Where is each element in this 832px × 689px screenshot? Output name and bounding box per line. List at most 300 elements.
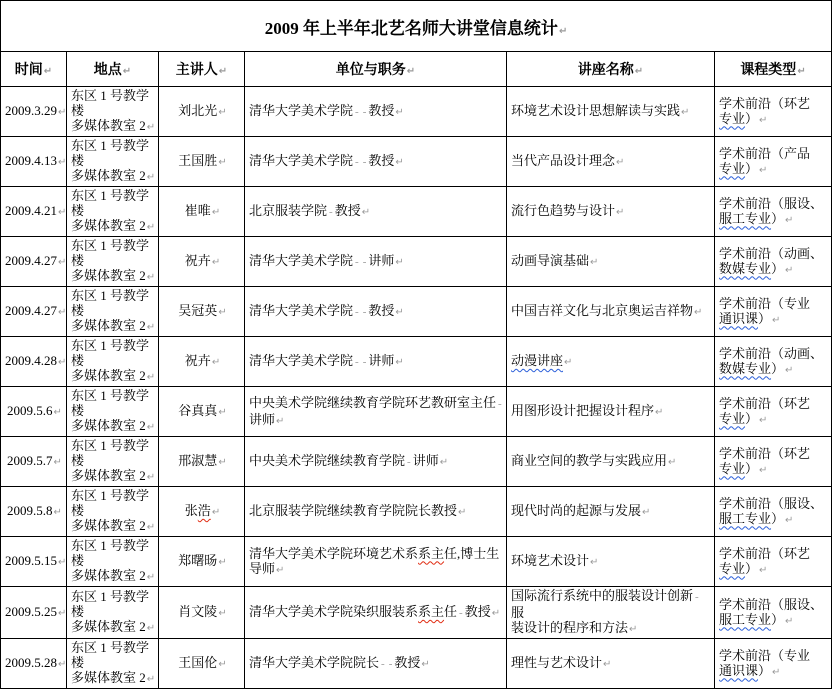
cell-place bbox=[67, 237, 159, 287]
text-run: 用图形设计把握设计程序 bbox=[511, 403, 655, 418]
text-run: ） bbox=[745, 110, 759, 126]
text-run: 2009 年上半年北艺名师大讲堂信息统计 bbox=[264, 18, 558, 38]
text-run: ） bbox=[771, 260, 785, 276]
return-mark-icon: ↵ bbox=[590, 257, 599, 268]
text-run: 邢淑慧 bbox=[178, 453, 218, 468]
return-mark-icon: ↵ bbox=[218, 457, 227, 468]
text-run: 学术前沿（产品 bbox=[719, 145, 811, 161]
return-mark-icon: ↵ bbox=[53, 407, 62, 418]
misspelling-run: 通识课 bbox=[719, 662, 759, 678]
text-run: 祝卉 bbox=[184, 353, 211, 368]
text-run: 学术前沿（环艺 bbox=[719, 395, 811, 411]
table-row bbox=[1, 587, 832, 639]
text-run: 东区 1 号教学楼 bbox=[71, 538, 150, 568]
text-run: 东区 1 号教学楼 bbox=[71, 88, 150, 118]
misspelling-run: 专业 bbox=[719, 160, 746, 176]
return-mark-icon: ↵ bbox=[616, 207, 625, 218]
return-mark-icon: ↵ bbox=[406, 66, 416, 77]
cell-unit bbox=[245, 487, 507, 537]
return-mark-icon: ↵ bbox=[53, 457, 62, 468]
column-header-place bbox=[67, 52, 159, 87]
cell-speaker bbox=[159, 287, 245, 337]
return-mark-icon: ↵ bbox=[218, 608, 227, 619]
return-mark-icon: ↵ bbox=[439, 457, 449, 468]
cell-speaker bbox=[159, 487, 245, 537]
table-row bbox=[1, 87, 832, 137]
text-run: 学术前沿（环艺 bbox=[719, 445, 811, 461]
return-mark-icon: ↵ bbox=[616, 157, 625, 168]
return-mark-icon: ↵ bbox=[629, 624, 638, 635]
text-run: 讲座名称 bbox=[577, 63, 634, 78]
cell-time bbox=[1, 537, 67, 587]
table-row bbox=[1, 639, 832, 689]
cell-lecture bbox=[507, 487, 715, 537]
text-run: 学术前沿（专业 bbox=[719, 647, 811, 663]
cell-lecture bbox=[507, 639, 715, 689]
cell-course bbox=[715, 587, 832, 639]
return-mark-icon: ↵ bbox=[655, 407, 664, 418]
return-mark-icon: ↵ bbox=[759, 414, 768, 426]
space-mark-icon: - bbox=[362, 106, 367, 118]
return-mark-icon: ↵ bbox=[276, 564, 285, 576]
return-mark-icon: ↵ bbox=[785, 264, 794, 276]
text-run: 多媒体教室 2 bbox=[71, 368, 146, 383]
text-run: 当代产品设计理念 bbox=[511, 153, 616, 168]
text-run: 清华大学美术学院 bbox=[249, 103, 354, 118]
text-run: 讲师 bbox=[368, 353, 395, 368]
misspelling-run: 数媒专业 bbox=[719, 260, 772, 276]
text-run: 东区 1 号教学楼 bbox=[71, 338, 150, 368]
misspelling-run: 服工专业 bbox=[719, 510, 772, 526]
return-mark-icon: ↵ bbox=[211, 357, 221, 368]
return-mark-icon: ↵ bbox=[785, 615, 794, 627]
space-mark-icon: - bbox=[362, 256, 367, 268]
text-run: 教授 bbox=[368, 303, 395, 318]
text-run: 中央美术学院继续教育学院环艺教研室主任 bbox=[249, 394, 497, 410]
return-mark-icon: ↵ bbox=[694, 307, 703, 318]
return-mark-icon: ↵ bbox=[361, 207, 371, 218]
text-run: 东区 1 号教学楼 bbox=[71, 438, 150, 468]
return-mark-icon: ↵ bbox=[785, 364, 794, 376]
text-run: 多媒体教室 2 bbox=[71, 168, 146, 183]
text-run: 讲师 bbox=[368, 253, 395, 268]
text-run: 流行色趋势与设计 bbox=[511, 203, 616, 218]
text-run: 多媒体教室 2 bbox=[71, 568, 146, 583]
text-run: 东区 1 号教学楼 bbox=[71, 488, 150, 518]
text-run: 东区 1 号教学楼 bbox=[71, 640, 150, 670]
text-run: 教授 bbox=[334, 203, 361, 218]
misspelling-run: 数媒专业 bbox=[719, 360, 772, 376]
text-run: 教授 bbox=[368, 103, 395, 118]
return-mark-icon: ↵ bbox=[146, 623, 156, 634]
cell-course bbox=[715, 87, 832, 137]
cell-unit bbox=[245, 187, 507, 237]
return-mark-icon: ↵ bbox=[797, 66, 806, 77]
return-mark-icon: ↵ bbox=[785, 514, 794, 526]
text-run: 多媒体教室 2 bbox=[71, 518, 146, 533]
table-row bbox=[1, 387, 832, 437]
return-mark-icon: ↵ bbox=[772, 314, 781, 326]
text-run: 东区 1 号教学楼 bbox=[71, 238, 150, 268]
space-mark-icon: - bbox=[355, 256, 359, 268]
cell-speaker bbox=[159, 437, 245, 487]
title-row bbox=[1, 1, 832, 52]
text-run: 清华大学美术学院 bbox=[249, 303, 354, 318]
text-run: 2009.5.8 bbox=[7, 503, 53, 518]
cell-speaker bbox=[159, 337, 245, 387]
space-mark-icon: - bbox=[388, 658, 393, 670]
text-run: 任,博士生 bbox=[444, 545, 500, 561]
text-run: 北京服装学院继续教育学院院长教授 bbox=[249, 503, 458, 518]
cell-time bbox=[1, 187, 67, 237]
cell-place bbox=[67, 287, 159, 337]
text-run: ） bbox=[745, 160, 759, 176]
cell-time bbox=[1, 337, 67, 387]
text-run: ） bbox=[771, 210, 785, 226]
cell-course bbox=[715, 487, 832, 537]
text-run: ） bbox=[745, 560, 759, 576]
return-mark-icon: ↵ bbox=[146, 122, 156, 133]
misspelling-run: 服工专业 bbox=[719, 210, 772, 226]
return-mark-icon: ↵ bbox=[146, 422, 156, 433]
text-run: 2009.4.27 bbox=[5, 303, 57, 318]
return-mark-icon: ↵ bbox=[58, 157, 67, 168]
misspelling-run: 系主 bbox=[418, 545, 445, 561]
cell-time bbox=[1, 387, 67, 437]
text-run: 国际流行系统中的服装设计创新 bbox=[511, 588, 694, 603]
cell-place bbox=[67, 437, 159, 487]
space-mark-icon: - bbox=[459, 607, 463, 619]
text-run: 2009.5.6 bbox=[7, 403, 53, 418]
misspelling-run: 专业 bbox=[719, 410, 746, 426]
text-run: 主讲人 bbox=[175, 63, 218, 78]
cell-course bbox=[715, 337, 832, 387]
text-run: 吴冠英 bbox=[178, 303, 218, 318]
return-mark-icon: ↵ bbox=[395, 107, 404, 118]
cell-unit bbox=[245, 87, 507, 137]
text-run: 多媒体教室 2 bbox=[71, 619, 146, 634]
text-run: 2009.5.7 bbox=[7, 453, 53, 468]
return-mark-icon: ↵ bbox=[668, 457, 677, 468]
text-run: 东区 1 号教学楼 bbox=[71, 138, 150, 168]
cell-time bbox=[1, 87, 67, 137]
text-run: 多媒体教室 2 bbox=[71, 418, 146, 433]
cell-speaker bbox=[159, 187, 245, 237]
table-row bbox=[1, 537, 832, 587]
text-run: 清华大学美术学院院长 bbox=[249, 655, 380, 670]
text-run: 学术前沿（环艺 bbox=[719, 95, 811, 111]
cell-course bbox=[715, 137, 832, 187]
text-run: 学术前沿（服设、 bbox=[719, 495, 824, 511]
return-mark-icon: ↵ bbox=[58, 107, 67, 118]
cell-place bbox=[67, 639, 159, 689]
text-run: 张 bbox=[184, 503, 198, 518]
cell-time bbox=[1, 237, 67, 287]
text-run: 2009.4.28 bbox=[5, 353, 57, 368]
return-mark-icon: ↵ bbox=[642, 507, 651, 518]
cell-place bbox=[67, 337, 159, 387]
text-run: 清华大学美术学院 bbox=[249, 153, 354, 168]
text-run: ） bbox=[745, 410, 759, 426]
return-mark-icon: ↵ bbox=[276, 415, 285, 427]
cell-unit bbox=[245, 337, 507, 387]
cell-time bbox=[1, 587, 67, 639]
return-mark-icon: ↵ bbox=[759, 564, 768, 576]
return-mark-icon: ↵ bbox=[421, 659, 430, 670]
return-mark-icon: ↵ bbox=[53, 507, 62, 518]
return-mark-icon: ↵ bbox=[43, 66, 53, 77]
cell-time bbox=[1, 437, 67, 487]
return-mark-icon: ↵ bbox=[146, 522, 156, 533]
table-row bbox=[1, 337, 832, 387]
cell-lecture bbox=[507, 237, 715, 287]
text-run: 东区 1 号教学楼 bbox=[71, 388, 150, 418]
table-row bbox=[1, 237, 832, 287]
cell-lecture bbox=[507, 587, 715, 639]
column-header-course bbox=[715, 52, 832, 87]
text-run: ） bbox=[771, 510, 785, 526]
return-mark-icon: ↵ bbox=[58, 357, 67, 368]
return-mark-icon: ↵ bbox=[146, 572, 156, 583]
misspelling-run: 专业 bbox=[719, 110, 746, 126]
return-mark-icon: ↵ bbox=[218, 107, 227, 118]
text-run: 中国吉祥文化与北京奥运吉祥物 bbox=[511, 303, 694, 318]
return-mark-icon: ↵ bbox=[146, 172, 156, 183]
space-mark-icon: - bbox=[355, 156, 359, 168]
text-run: 2009.4.27 bbox=[5, 253, 57, 268]
return-mark-icon: ↵ bbox=[218, 307, 227, 318]
space-mark-icon: - bbox=[362, 306, 367, 318]
cell-lecture bbox=[507, 87, 715, 137]
space-mark-icon: - bbox=[695, 591, 699, 603]
space-mark-icon: - bbox=[355, 106, 359, 118]
cell-place bbox=[67, 587, 159, 639]
text-run: 王国胜 bbox=[178, 153, 218, 168]
cell-time bbox=[1, 487, 67, 537]
text-run: 学术前沿（动画、 bbox=[719, 345, 824, 361]
return-mark-icon: ↵ bbox=[58, 659, 67, 670]
text-run: 装设计的程序和方法 bbox=[511, 620, 629, 635]
cell-unit bbox=[245, 287, 507, 337]
return-mark-icon: ↵ bbox=[218, 659, 227, 670]
text-run: 2009.5.28 bbox=[5, 655, 57, 670]
text-run: 导师 bbox=[249, 560, 276, 576]
text-run: 多媒体教室 2 bbox=[71, 670, 146, 685]
cell-unit bbox=[245, 137, 507, 187]
text-run: 服 bbox=[511, 605, 525, 620]
text-run: 2009.4.13 bbox=[5, 153, 57, 168]
return-mark-icon: ↵ bbox=[395, 157, 404, 168]
return-mark-icon: ↵ bbox=[218, 66, 228, 77]
return-mark-icon: ↵ bbox=[146, 322, 156, 333]
text-run: 郑曙旸 bbox=[178, 553, 218, 568]
return-mark-icon: ↵ bbox=[211, 507, 221, 518]
cell-lecture bbox=[507, 187, 715, 237]
return-mark-icon: ↵ bbox=[146, 222, 156, 233]
column-header-lecture bbox=[507, 52, 715, 87]
cell-time bbox=[1, 287, 67, 337]
text-run: 2009.5.25 bbox=[5, 604, 57, 619]
space-mark-icon: - bbox=[362, 356, 367, 368]
table-row bbox=[1, 287, 832, 337]
text-run: 动画导演基础 bbox=[511, 253, 590, 268]
return-mark-icon: ↵ bbox=[558, 25, 568, 37]
misspelling-run: 服工专业 bbox=[719, 611, 772, 627]
text-run: 2009.5.15 bbox=[5, 553, 57, 568]
cell-lecture bbox=[507, 287, 715, 337]
cell-lecture bbox=[507, 437, 715, 487]
table-row bbox=[1, 487, 832, 537]
text-run: 地点 bbox=[93, 63, 122, 78]
text-run: ） bbox=[758, 310, 772, 326]
text-run: 东区 1 号教学楼 bbox=[71, 188, 150, 218]
return-mark-icon: ↵ bbox=[395, 257, 404, 268]
text-run: 环境艺术设计 bbox=[511, 553, 590, 568]
text-run: 多媒体教室 2 bbox=[71, 218, 146, 233]
cell-course bbox=[715, 437, 832, 487]
return-mark-icon: ↵ bbox=[218, 407, 227, 418]
return-mark-icon: ↵ bbox=[58, 207, 67, 218]
cell-place bbox=[67, 187, 159, 237]
text-run: 讲师 bbox=[249, 411, 276, 427]
cell-lecture bbox=[507, 387, 715, 437]
return-mark-icon: ↵ bbox=[146, 472, 156, 483]
text-run: 学术前沿（环艺 bbox=[719, 545, 811, 561]
cell-lecture bbox=[507, 337, 715, 387]
column-header-speaker bbox=[159, 52, 245, 87]
text-run: 王国伦 bbox=[178, 655, 218, 670]
text-run: 任 bbox=[444, 604, 458, 619]
text-run: 清华大学美术学院染织服装系 bbox=[249, 604, 419, 619]
cell-speaker bbox=[159, 537, 245, 587]
space-mark-icon: - bbox=[498, 397, 502, 410]
text-run: 中央美术学院继续教育学院 bbox=[249, 453, 406, 468]
misspelling-run: 专业 bbox=[719, 560, 746, 576]
return-mark-icon: ↵ bbox=[58, 557, 67, 568]
return-mark-icon: ↵ bbox=[590, 557, 599, 568]
text-run: 2009.4.21 bbox=[5, 203, 57, 218]
text-run: ） bbox=[745, 460, 759, 476]
cell-course bbox=[715, 187, 832, 237]
misspelling-run: 动漫讲座 bbox=[511, 353, 564, 368]
text-run: 东区 1 号教学楼 bbox=[71, 589, 150, 619]
cell-place bbox=[67, 87, 159, 137]
text-run: ） bbox=[771, 611, 785, 627]
return-mark-icon: ↵ bbox=[146, 674, 156, 685]
space-mark-icon: - bbox=[329, 206, 333, 218]
cell-lecture bbox=[507, 537, 715, 587]
cell-unit bbox=[245, 639, 507, 689]
return-mark-icon: ↵ bbox=[218, 557, 227, 568]
cell-place bbox=[67, 537, 159, 587]
column-header-time bbox=[1, 52, 67, 87]
text-run: 多媒体教室 2 bbox=[71, 118, 146, 133]
cell-course bbox=[715, 237, 832, 287]
text-run: 崔唯 bbox=[184, 203, 211, 218]
text-run: 单位与职务 bbox=[335, 63, 406, 78]
return-mark-icon: ↵ bbox=[211, 257, 221, 268]
text-run: 清华大学美术学院 bbox=[249, 253, 354, 268]
return-mark-icon: ↵ bbox=[458, 507, 467, 518]
space-mark-icon: - bbox=[362, 156, 367, 168]
space-mark-icon: - bbox=[355, 306, 359, 318]
return-mark-icon: ↵ bbox=[681, 107, 690, 118]
return-mark-icon: ↵ bbox=[564, 357, 573, 368]
table-row bbox=[1, 437, 832, 487]
misspelling-run: 通识课 bbox=[719, 310, 759, 326]
text-run: 清华大学美术学院 bbox=[249, 353, 354, 368]
text-run: 学术前沿（动画、 bbox=[719, 245, 824, 261]
document-title bbox=[1, 1, 832, 52]
return-mark-icon: ↵ bbox=[146, 272, 156, 283]
return-mark-icon: ↵ bbox=[58, 608, 67, 619]
cell-time bbox=[1, 639, 67, 689]
return-mark-icon: ↵ bbox=[772, 666, 781, 678]
text-run: 多媒体教室 2 bbox=[71, 268, 146, 283]
return-mark-icon: ↵ bbox=[58, 307, 67, 318]
text-run: 多媒体教室 2 bbox=[71, 468, 146, 483]
return-mark-icon: ↵ bbox=[759, 114, 768, 126]
cell-lecture bbox=[507, 137, 715, 187]
return-mark-icon: ↵ bbox=[395, 357, 404, 368]
cell-course bbox=[715, 287, 832, 337]
misspelling-run: 专业 bbox=[719, 460, 746, 476]
text-run: 课程类型 bbox=[740, 63, 797, 78]
text-run: 讲师 bbox=[412, 453, 439, 468]
text-run: 东区 1 号教学楼 bbox=[71, 288, 150, 318]
text-run: 肖文陵 bbox=[178, 604, 218, 619]
return-mark-icon: ↵ bbox=[603, 659, 612, 670]
cell-unit bbox=[245, 237, 507, 287]
text-run: 谷真真 bbox=[178, 403, 218, 418]
cell-place bbox=[67, 137, 159, 187]
cell-speaker bbox=[159, 237, 245, 287]
text-run: 教授 bbox=[464, 604, 491, 619]
return-mark-icon: ↵ bbox=[218, 157, 227, 168]
cell-unit bbox=[245, 437, 507, 487]
text-run: 现代时尚的起源与发展 bbox=[511, 503, 642, 518]
cell-unit bbox=[245, 387, 507, 437]
text-run: 理性与艺术设计 bbox=[511, 655, 603, 670]
text-run: 学术前沿（服设、 bbox=[719, 596, 824, 612]
text-run: ） bbox=[771, 360, 785, 376]
text-run: 2009.3.29 bbox=[5, 103, 57, 118]
cell-unit bbox=[245, 537, 507, 587]
cell-speaker bbox=[159, 87, 245, 137]
return-mark-icon: ↵ bbox=[58, 257, 67, 268]
return-mark-icon: ↵ bbox=[759, 164, 768, 176]
table-row bbox=[1, 137, 832, 187]
cell-speaker bbox=[159, 137, 245, 187]
cell-course bbox=[715, 387, 832, 437]
return-mark-icon: ↵ bbox=[759, 464, 768, 476]
misspelling-run: 浩 bbox=[197, 503, 211, 518]
text-run: 教授 bbox=[368, 153, 395, 168]
text-run: 清华大学美术学院环境艺术系 bbox=[249, 545, 419, 561]
cell-speaker bbox=[159, 387, 245, 437]
return-mark-icon: ↵ bbox=[395, 307, 404, 318]
text-run: 学术前沿（服设、 bbox=[719, 195, 824, 211]
return-mark-icon: ↵ bbox=[634, 66, 644, 77]
text-run: ） bbox=[758, 662, 772, 678]
text-run: 时间 bbox=[14, 63, 43, 78]
table-row bbox=[1, 187, 832, 237]
return-mark-icon: ↵ bbox=[122, 66, 132, 77]
text-run: 多媒体教室 2 bbox=[71, 318, 146, 333]
text-run: 商业空间的教学与实践应用 bbox=[511, 453, 668, 468]
space-mark-icon: - bbox=[407, 456, 411, 468]
space-mark-icon: - bbox=[355, 356, 359, 368]
